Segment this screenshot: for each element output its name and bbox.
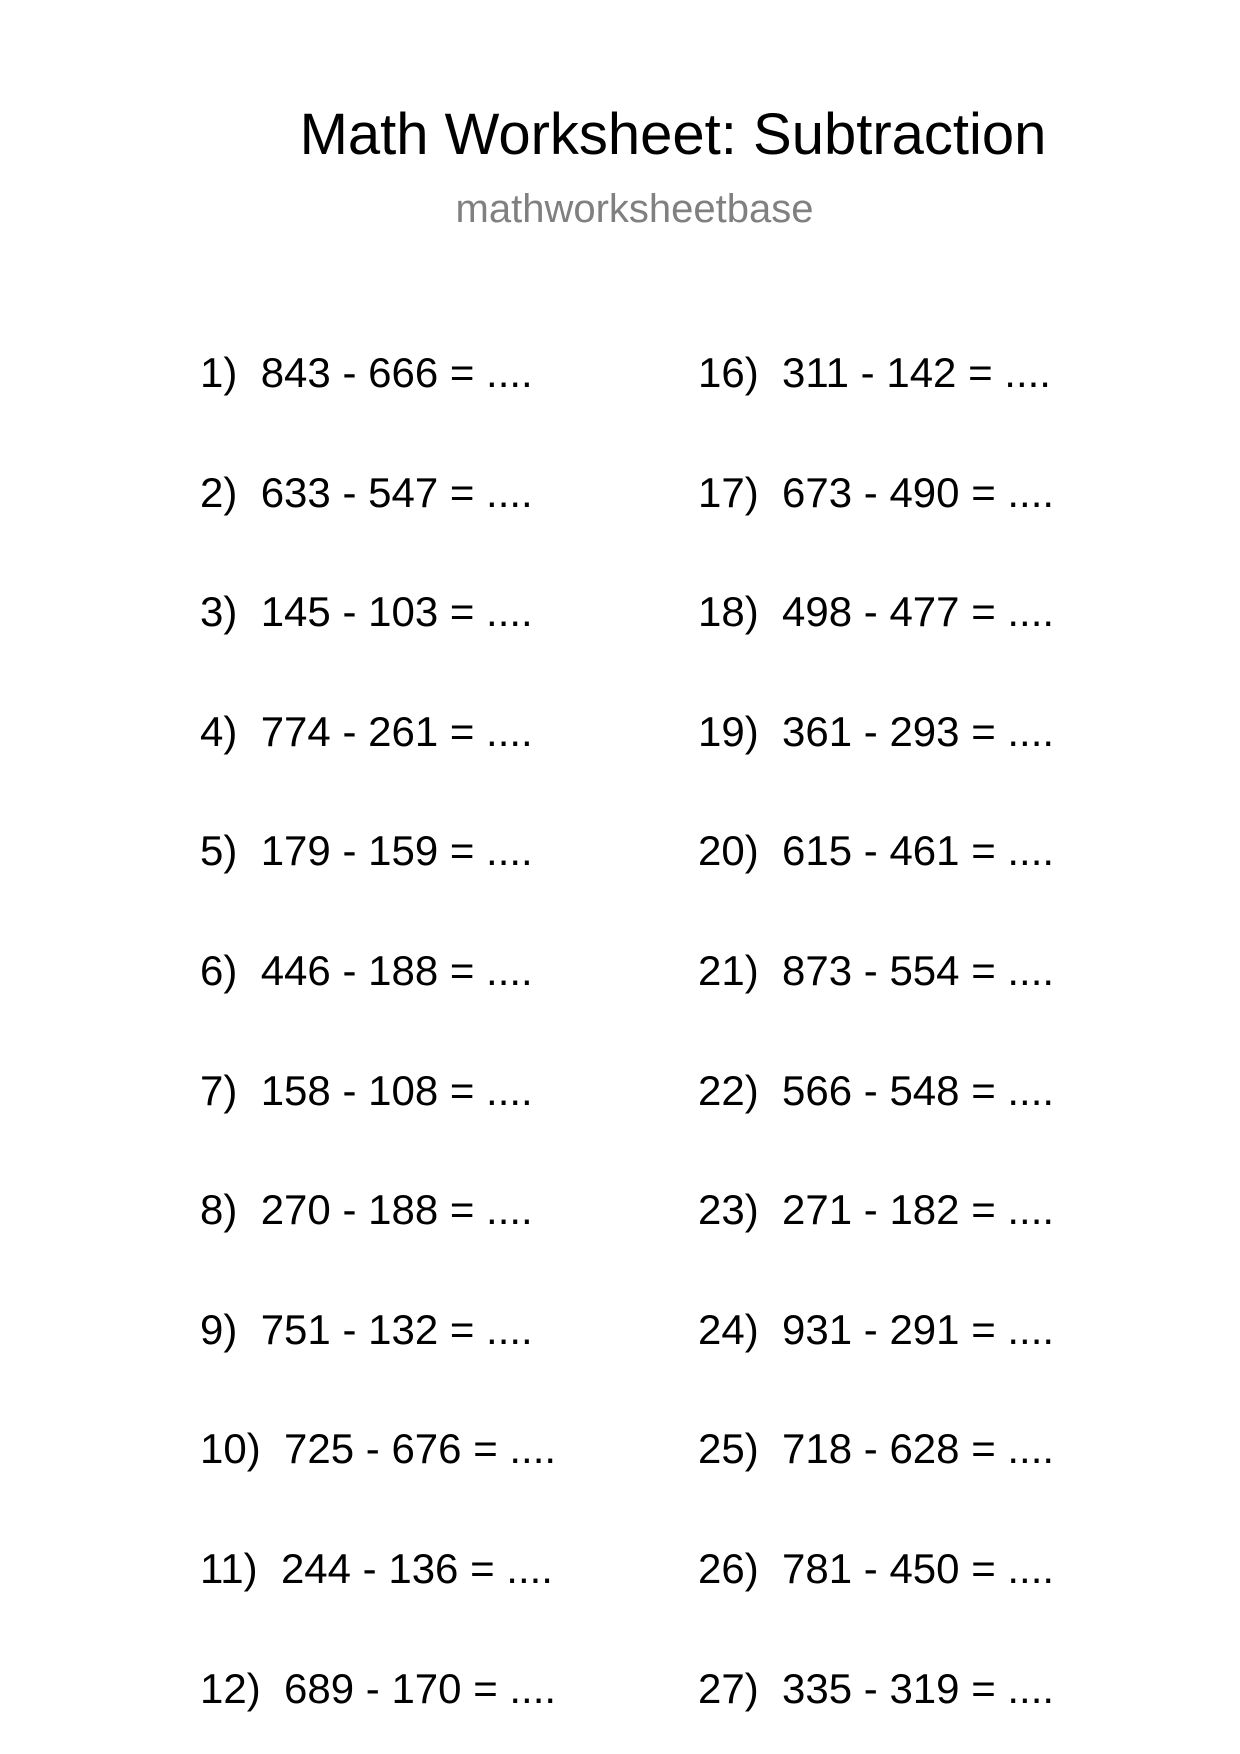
problem-expression: 158 - 108 = .... <box>260 1067 533 1114</box>
problem-expression: 633 - 547 = .... <box>260 469 533 516</box>
problem-expression: 781 - 450 = .... <box>782 1545 1055 1592</box>
problem-expression: 145 - 103 = .... <box>260 588 533 635</box>
page-title: Math Worksheet: Subtraction <box>299 102 1047 167</box>
problem-item <box>698 468 1054 518</box>
problem-expression: 615 - 461 = .... <box>782 827 1055 874</box>
problem-number: 9) <box>200 1306 238 1353</box>
problem-item <box>698 946 1054 996</box>
problem-expression: 446 - 188 = .... <box>260 947 533 994</box>
problem-item <box>200 468 533 518</box>
page-subtitle: mathworksheetbase <box>455 187 814 231</box>
problem-number: 27) <box>698 1665 759 1712</box>
problem-number: 2) <box>200 469 238 516</box>
problem-expression: 566 - 548 = .... <box>782 1067 1055 1114</box>
problem-expression: 361 - 293 = .... <box>782 708 1055 755</box>
problem-item <box>200 1664 556 1714</box>
problem-expression: 244 - 136 = .... <box>280 1545 553 1592</box>
problem-item <box>698 1185 1054 1235</box>
problem-expression: 179 - 159 = .... <box>260 827 533 874</box>
problem-number: 1) <box>200 349 238 396</box>
problem-number: 16) <box>698 349 759 396</box>
problem-number: 18) <box>698 588 759 635</box>
problem-number: 8) <box>200 1186 238 1233</box>
problem-item <box>698 587 1054 637</box>
problem-item <box>698 707 1054 757</box>
problem-item <box>200 1066 533 1116</box>
problem-number: 20) <box>698 827 759 874</box>
problem-expression: 311 - 142 = .... <box>782 349 1051 396</box>
problem-number: 5) <box>200 827 238 874</box>
problem-item <box>200 946 533 996</box>
problem-number: 22) <box>698 1067 759 1114</box>
problem-expression: 751 - 132 = .... <box>260 1306 533 1353</box>
problem-expression: 270 - 188 = .... <box>260 1186 533 1233</box>
problem-number: 17) <box>698 469 759 516</box>
problem-number: 21) <box>698 947 759 994</box>
problem-number: 26) <box>698 1545 759 1592</box>
problem-expression: 873 - 554 = .... <box>782 947 1055 994</box>
problem-number: 25) <box>698 1425 759 1472</box>
problem-item <box>200 707 533 757</box>
problem-number: 3) <box>200 588 238 635</box>
problem-item <box>200 826 533 876</box>
problem-number: 24) <box>698 1306 759 1353</box>
problem-item <box>200 587 533 637</box>
problem-expression: 725 - 676 = .... <box>284 1425 557 1472</box>
problem-expression: 689 - 170 = .... <box>284 1665 557 1712</box>
problem-item <box>200 1544 553 1594</box>
problem-expression: 498 - 477 = .... <box>782 588 1055 635</box>
problem-expression: 335 - 319 = .... <box>782 1665 1055 1712</box>
problem-number: 23) <box>698 1186 759 1233</box>
problem-expression: 271 - 182 = .... <box>782 1186 1055 1233</box>
problem-number: 11) <box>200 1545 258 1592</box>
problem-item <box>698 1424 1054 1474</box>
problem-number: 4) <box>200 708 238 755</box>
problem-number: 10) <box>200 1425 261 1472</box>
problem-item <box>200 1185 533 1235</box>
problem-expression: 843 - 666 = .... <box>260 349 533 396</box>
problem-number: 12) <box>200 1665 261 1712</box>
problem-item <box>698 348 1051 398</box>
problem-expression: 774 - 261 = .... <box>260 708 533 755</box>
problem-item <box>200 1424 556 1474</box>
problem-number: 19) <box>698 708 759 755</box>
problem-item <box>698 1664 1054 1714</box>
problem-item <box>698 826 1054 876</box>
problem-item <box>698 1305 1054 1355</box>
problem-item <box>698 1544 1054 1594</box>
problem-expression: 673 - 490 = .... <box>782 469 1055 516</box>
problem-item <box>200 348 533 398</box>
problem-expression: 718 - 628 = .... <box>782 1425 1055 1472</box>
problem-number: 6) <box>200 947 238 994</box>
problem-expression: 931 - 291 = .... <box>782 1306 1055 1353</box>
problem-item <box>698 1066 1054 1116</box>
problem-item <box>200 1305 533 1355</box>
problem-number: 7) <box>200 1067 238 1114</box>
